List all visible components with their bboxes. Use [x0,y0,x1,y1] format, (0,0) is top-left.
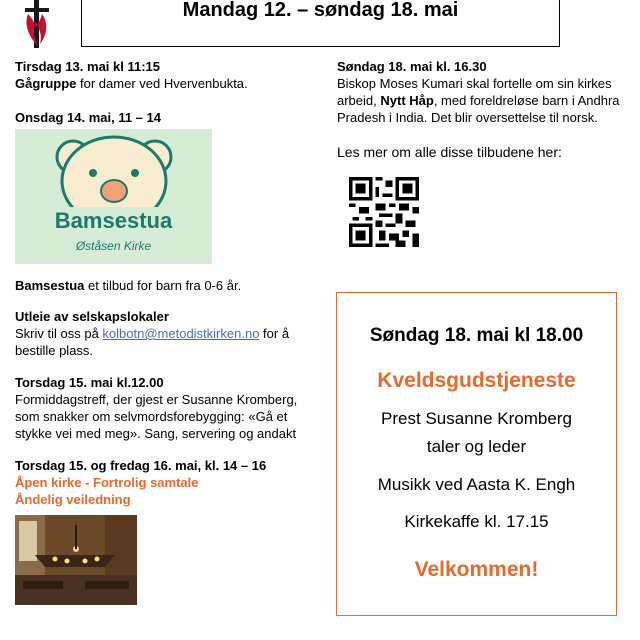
event-date: Onsdag 14. mai, 11 – 14 [15,110,161,125]
event-desc: et tilbud for barn fra 0-6 år. [84,278,242,293]
bamsestua-logo-title: Bamsestua [54,208,173,233]
event-box-preacher-line1: Prest Susanne Kromberg [381,409,572,428]
event-box-preacher [337,405,616,461]
page-title: Mandag 12. – søndag 18. mai [182,0,459,21]
event-gagruppe [15,58,315,92]
event-box-title: Kveldsgudstjeneste [377,369,576,392]
event-date: Søndag 18. mai kl. 16.30 [337,59,487,74]
teddy-bear-icon [15,129,212,219]
event-formiddagstreff [15,374,315,442]
email-link[interactable]: kolbotn@metodistkirken.no [102,326,260,341]
bamsestua-logo-subtitle: Øståsen Kirke [75,239,152,253]
event-date: Torsdag 15. og fredag 16. mai, kl. 14 – 16 [15,458,267,473]
event-line: Åpen kirke - Fortrolig samtale [15,475,199,490]
event-desc: , med foreldreløse barn i Andhra Pradesh i India. Det blir oversettelse til norsk. [337,93,620,125]
event-box-coffee: Kirkekaffe kl. 17.15 [404,512,549,531]
event-box-welcome: Velkommen! [414,558,539,581]
header-box [81,0,560,47]
event-name: Bamsestua [15,278,85,293]
bamsestua-logo [15,129,212,264]
event-desc: for damer ved Hvervenbukta. [76,76,248,91]
event-desc: for å bestille plass. [15,326,290,358]
event-date: Torsdag 15. mai kl.12.00 [15,375,164,390]
event-apen-kirke [15,457,315,508]
right-column [337,58,627,251]
event-desc: Formiddagstreff, der gjest er Susanne Kromberg, som snakker om selvmordsforebygging: «Gå et stykke vei med meg». Sang, servering og andakt [15,392,298,441]
cross-flame-logo-icon [22,0,52,48]
event-name: Gågruppe [15,76,77,91]
event-title: Utleie av selskapslokaler [15,309,169,324]
event-box-music: Musikk ved Aasta K. Engh [377,475,576,494]
event-box-preacher-line2: taler og leder [426,437,527,456]
more-info-text: Les mer om alle disse tilbudene her: [337,144,562,160]
left-column [15,58,315,609]
event-nytt-hap [337,58,627,126]
event-desc: Skriv til oss på [15,326,103,341]
event-desc: Biskop Moses Kumari skal fortelle om sin kirkes arbeid, [337,76,612,108]
event-bamsestua [15,109,315,294]
event-line: Åndelig veiledning [15,492,131,507]
event-box-date: Søndag 18. mai kl 18.00 [369,325,584,346]
event-name: Nytt Håp [380,93,434,108]
qr-code-icon[interactable] [349,177,419,247]
church-interior-photo [15,515,137,605]
kveldsgudstjeneste-box [336,292,617,616]
event-utleie [15,308,315,359]
event-date: Tirsdag 13. mai kl 11:15 [15,59,161,74]
